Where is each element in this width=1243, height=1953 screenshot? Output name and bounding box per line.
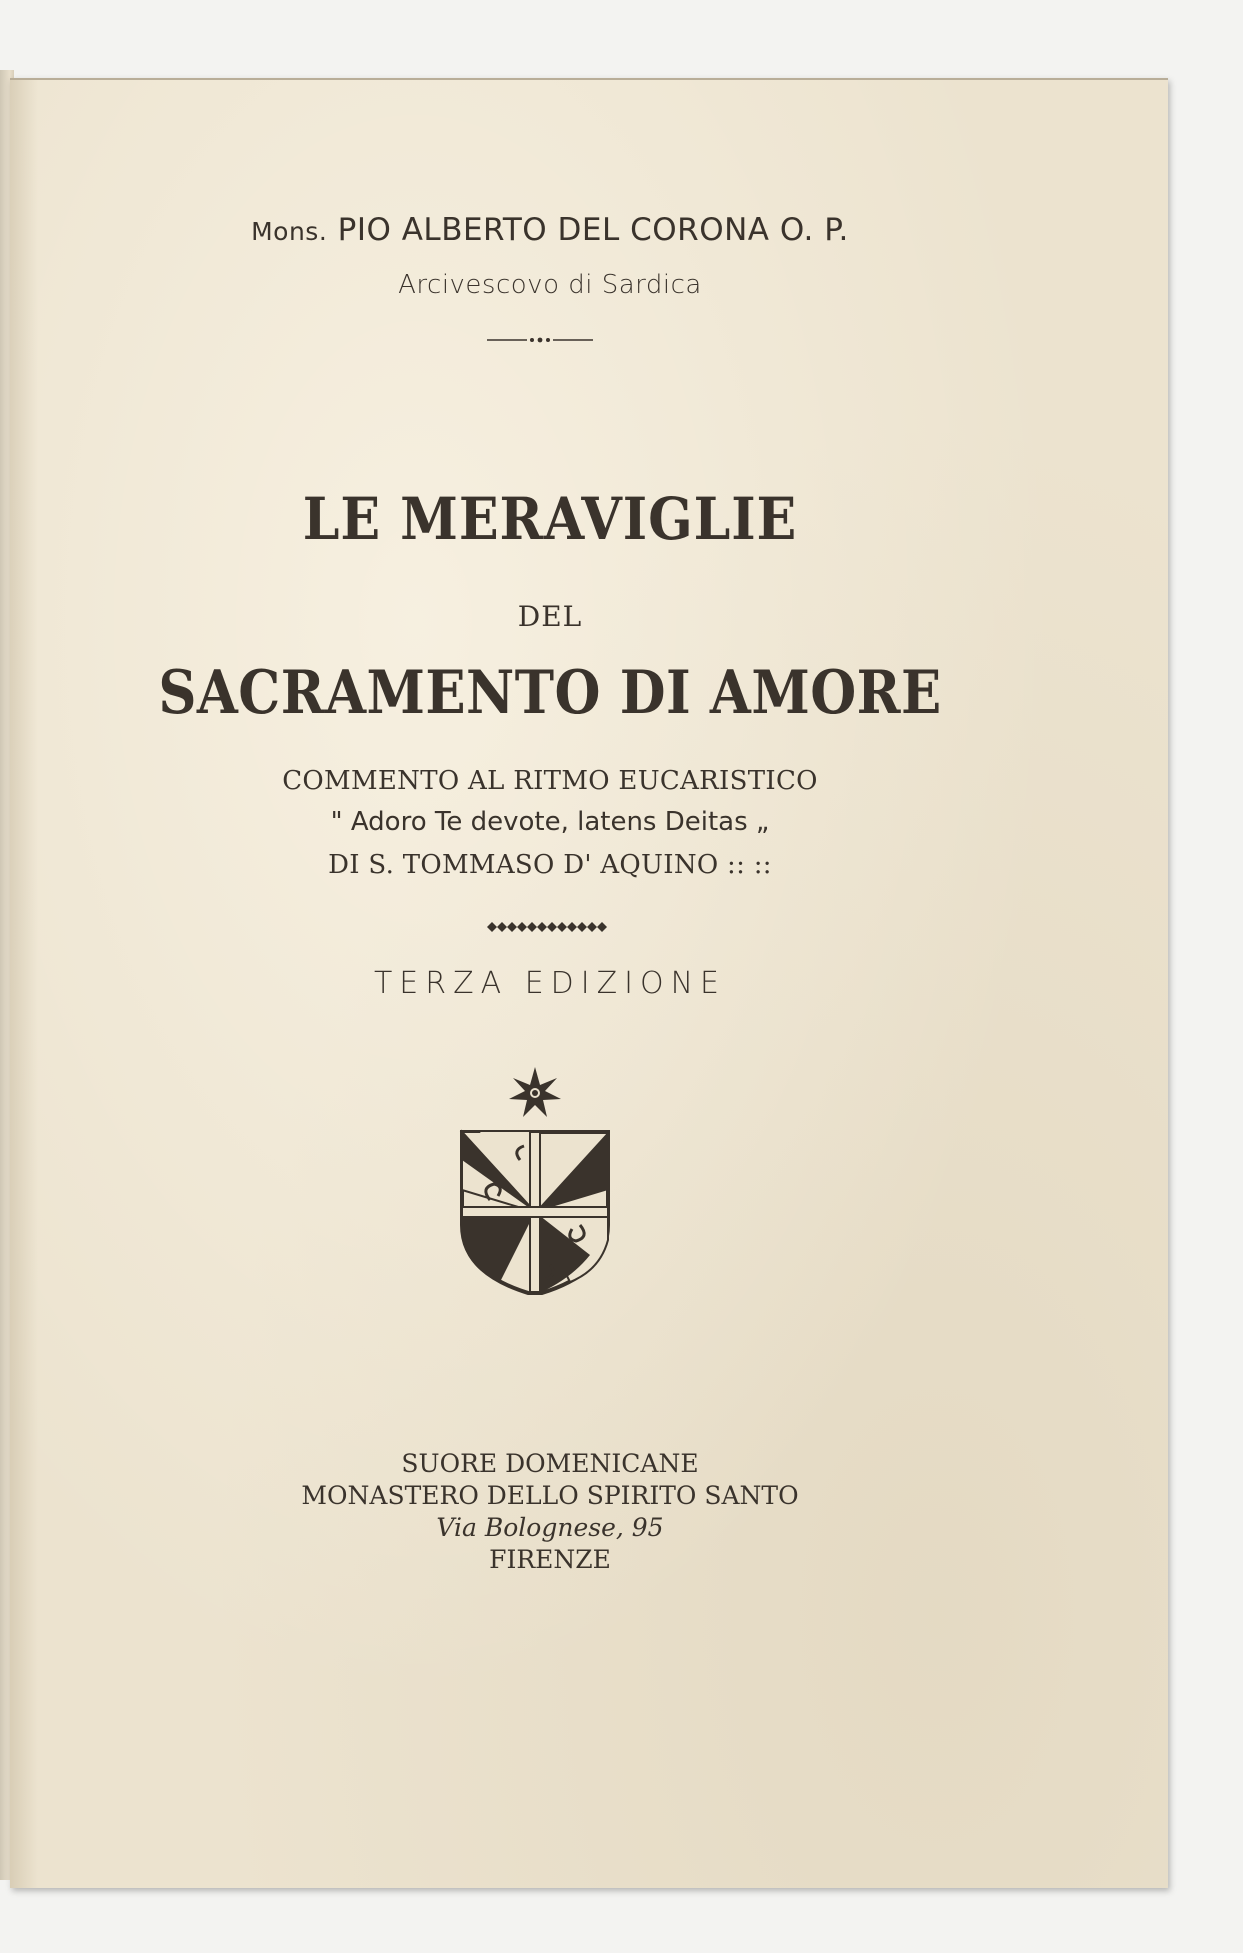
- title-line-2: SACRAMENTO DI AMORE: [158, 658, 942, 728]
- ornament-rule-icon: [487, 334, 593, 346]
- diamond-ornament-icon: [482, 920, 612, 934]
- publisher-address: Via Bolognese, 95: [436, 1513, 664, 1542]
- publisher-line-1: SUORE DOMENICANE: [401, 1449, 699, 1478]
- title-connector: DEL: [517, 600, 583, 633]
- author-prefix: Mons.: [251, 217, 328, 246]
- title-page: [10, 78, 1168, 1888]
- author-name: PIO ALBERTO DEL CORONA O. P.: [337, 212, 849, 248]
- title-line-1: LE MERAVIGLIE: [302, 485, 798, 553]
- publisher-block: [10, 1448, 1090, 1576]
- author-role: Arcivescovo di Sardica: [398, 270, 702, 300]
- star-icon: [509, 1067, 561, 1117]
- author-line: [10, 212, 1090, 248]
- publisher-city: FIRENZE: [489, 1545, 611, 1574]
- dominican-shield-icon: [450, 1065, 620, 1295]
- edition-label: TERZA EDIZIONE: [373, 966, 727, 1001]
- subtitle-line-1: COMMENTO AL RITMO EUCARISTICO: [282, 766, 818, 796]
- publisher-line-2: MONASTERO DELLO SPIRITO SANTO: [301, 1481, 799, 1510]
- subtitle-line-3: DI S. TOMMASO D' AQUINO :: ::: [328, 850, 772, 880]
- subtitle-line-2: " Adoro Te devote, latens Deitas „: [330, 807, 770, 837]
